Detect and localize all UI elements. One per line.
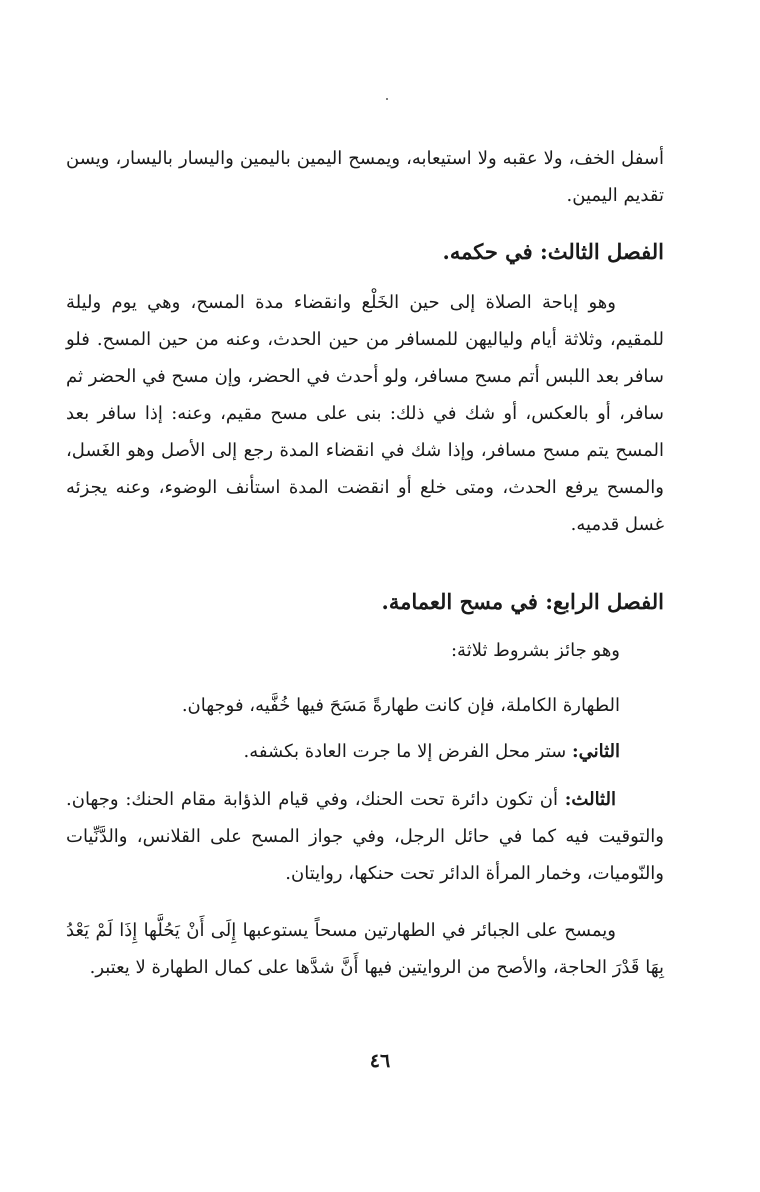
condition-third-text: أن تكون دائرة تحت الحنك، وفي قيام الذؤابة مقام الحنك: وجهان. والتوقيت فيه كما في حائل الرجل، وفي جواز المسح على القلانس، والدَّنِّيات والنّوميات، وخمار المرأة الدائر تحت حنكها، روايتان. xyxy=(66,789,664,884)
paragraph-splints: ويمسح على الجبائر في الطهارتين مسحاً يستوعبها إِلَى أَنْ يَحُلَّها إِذَا لَمْ يَعْدُ بِهَا قَدْرَ الحاجة، والأصح من الروايتين فيها أَنَّ شدَّها على كمال الطهارة لا يعتبر. xyxy=(66,920,664,978)
condition-third-label: الثالث: xyxy=(564,789,616,810)
condition-first: الطهارة الكاملة، فإن كانت طهارةً مَسَحَ فيها خُفَّيه، فوجهان. xyxy=(181,695,620,716)
section-heading-third: الفصل الثالث: في حكمه. xyxy=(442,239,664,264)
condition-second xyxy=(244,733,620,770)
condition-second-label: الثاني: xyxy=(571,741,620,762)
condition-third xyxy=(66,781,664,892)
paragraph-conditions-intro: وهو جائز بشروط ثلاثة: xyxy=(450,640,620,661)
scan-speck xyxy=(386,98,388,100)
page-number: ٤٦ xyxy=(369,1050,391,1072)
section-heading-fourth: الفصل الرابع: في مسح العمامة. xyxy=(381,589,664,614)
condition-second-text: ستر محل الفرض إلا ما جرت العادة بكشفه. xyxy=(243,741,567,762)
paragraph-ruling: وهو إباحة الصلاة إلى حين الخَلْع وانقضاء مدة المسح، وهي يوم وليلة للمقيم، وثلاثة أيام ولياليهن للمسافر من حين الحدث، وعنه من حين المسح. فلو سافر بعد اللبس أتم مسح مسافر، ولو أحدث في الحضر، وإن مسح في الحضر ثم سافر، أو بالعكس، أو شك في ذلك: بنى على مسح مقيم، وعنه: إذا سافر بعد المسح يتم مسح مسافر، وإذا شك في انقضاء المدة رجع إلى الأصل وهو الغَسل، والمسح يرفع الحدث، ومتى خلع أو انقضت المدة استأنف الوضوء، وعنه يجزئه غسل قدميه. xyxy=(66,292,664,535)
paragraph-intro: أسفل الخف، ولا عقبه ولا استيعابه، ويمسح اليمين باليمين واليسار باليسار، ويسن تقديم اليمين. xyxy=(66,148,664,206)
